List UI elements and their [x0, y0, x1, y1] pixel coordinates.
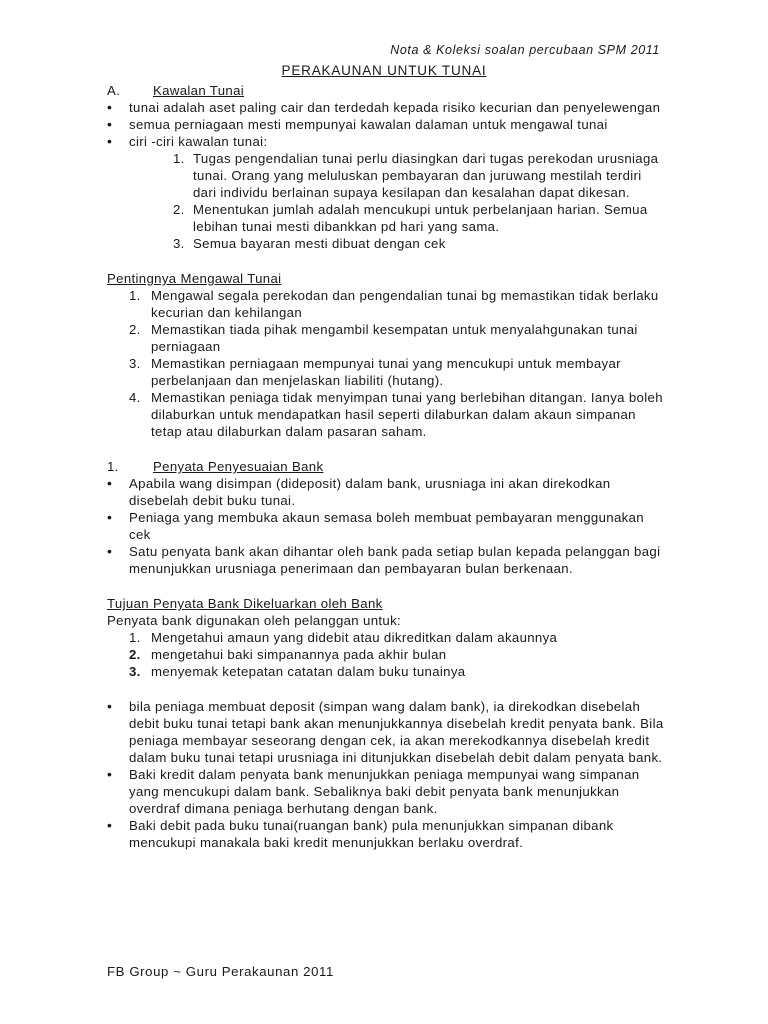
section-pentingnya-heading: Pentingnya Mengawal Tunai — [107, 271, 282, 286]
list-marker: 2. — [129, 322, 141, 337]
spacer — [107, 440, 667, 458]
list-item — [173, 201, 667, 235]
list-item-text: Tugas pengendalian tunai perlu diasingkan dari tugas perekodan urusniaga tunai. Orang yang meluluskan pembayaran dan juruwang mestilah terdiri dari individu berlainan supaya kesilapan dan kesalahan dapat dikesan. — [193, 151, 659, 200]
list-item-text: Mengetahui amaun yang didebit atau dikreditkan dalam akaunnya — [151, 630, 558, 645]
list-item: • semua perniagaan mesti mempunyai kawalan dalaman untuk mengawal tunai — [107, 116, 667, 133]
list-marker: 1. — [129, 630, 141, 645]
list-item: • Apabila wang disimpan (dideposit) dalam bank, urusniaga ini akan direkodkan disebelah debit buku tunai. — [107, 475, 667, 509]
section-1-heading — [107, 458, 667, 475]
list-marker: 2. — [129, 647, 141, 662]
section-1-bullets — [107, 475, 667, 577]
list-item-text: mengetahui baki simpanannya pada akhir bulan — [151, 647, 447, 662]
list-marker: 2. — [173, 202, 185, 217]
list-marker: 1. — [129, 288, 141, 303]
list-item — [129, 355, 667, 389]
list-marker: 4. — [129, 390, 141, 405]
header-note: Nota & Koleksi soalan percubaan SPM 2011 — [390, 43, 660, 57]
list-item — [129, 646, 667, 663]
list-item — [173, 150, 667, 201]
list-item — [129, 389, 667, 440]
page-footer: FB Group ~ Guru Perakaunan 2011 — [107, 964, 334, 979]
list-item — [129, 287, 667, 321]
section-a-title: Kawalan Tunai — [153, 83, 245, 98]
list-item: • Baki kredit dalam penyata bank menunjukkan peniaga mempunyai wang simpanan yang mencukupi dalam bank. Sebaliknya baki debit penyata bank menunjukkan overdraf dimana peniaga berhutang dengan bank. — [107, 766, 667, 817]
list-item — [107, 133, 667, 252]
spacer — [107, 577, 667, 595]
list-marker: 1. — [173, 151, 185, 166]
spacer — [107, 252, 667, 270]
list-marker: 3. — [129, 664, 141, 679]
list-item-text: ciri -ciri kawalan tunai: — [129, 134, 268, 149]
list-item — [129, 663, 667, 680]
section-a-number: A. — [107, 83, 121, 98]
list-marker: 3. — [129, 356, 141, 371]
section-a-sub-list — [129, 150, 667, 252]
document-title: PERAKAUNAN UNTUK TUNAI — [281, 63, 487, 78]
section-tujuan-list — [107, 629, 667, 680]
list-item-text: Semua bayaran mesti dibuat dengan cek — [193, 236, 446, 251]
list-marker: 3. — [173, 236, 185, 251]
list-item-text: Mengawal segala perekodan dan pengendalian tunai bg memastikan tidak berlaku kecurian dan kehilangan — [151, 288, 659, 320]
section-a-heading — [107, 82, 667, 99]
list-item: • Peniaga yang membuka akaun semasa boleh membuat pembayaran menggunakan cek — [107, 509, 667, 543]
list-item — [129, 629, 667, 646]
list-item-text: Memastikan peniaga tidak menyimpan tunai yang berlebihan ditangan. Ianya boleh dilaburkan untuk mendapatkan hasil seperti dilaburkan dalam akaun simpanan tetap atau dilaburkan dalam pasaran saham. — [151, 390, 663, 439]
list-item: • bila peniaga membuat deposit (simpan wang dalam bank), ia direkodkan disebelah debit buku tunai tetapi bank akan menunjukkannya disebelah kredit penyata bank. Bila peniaga membayar seseorang dengan cek, ia akan merekodkannya disebelah kredit dalam buku tunai tetapi urusniaga ini ditunjukkan disebelah debit dalam penyata bank. — [107, 698, 667, 766]
section-a-bullets — [107, 99, 667, 252]
spacer — [107, 680, 667, 698]
section-1-title: Penyata Penyesuaian Bank — [153, 459, 324, 474]
list-item — [173, 235, 667, 252]
section-tujuan-heading: Tujuan Penyata Bank Dikeluarkan oleh Bank — [107, 596, 383, 611]
list-item: • tunai adalah aset paling cair dan terdedah kepada risiko kecurian dan penyelewengan — [107, 99, 667, 116]
list-item: • Satu penyata bank akan dihantar oleh bank pada setiap bulan kepada pelanggan bagi menunjukkan urusniaga penerimaan dan pembayaran bulan berkenaan. — [107, 543, 667, 577]
list-item — [129, 321, 667, 355]
section-tujuan-intro: Penyata bank digunakan oleh pelanggan untuk: — [107, 613, 402, 628]
section-tujuan-bullets — [107, 698, 667, 851]
section-1-number: 1. — [107, 459, 119, 474]
list-item-text: Memastikan perniagaan mempunyai tunai yang mencukupi untuk membayar perbelanjaan dan menjelaskan liabiliti (hutang). — [151, 356, 621, 388]
document-body — [107, 82, 667, 851]
section-pentingnya-list — [107, 287, 667, 440]
list-item-text: Menentukan jumlah adalah mencukupi untuk perbelanjaan harian. Semua lebihan tunai mesti dibankkan pd hari yang sama. — [193, 202, 648, 234]
list-item-text: menyemak ketepatan catatan dalam buku tunainya — [151, 664, 466, 679]
list-item: • Baki debit pada buku tunai(ruangan bank) pula menunjukkan simpanan dibank mencukupi manakala baki kredit menunjukkan berlaku overdraf. — [107, 817, 667, 851]
list-item-text: Memastikan tiada pihak mengambil kesempatan untuk menyalahgunakan tunai perniagaan — [151, 322, 638, 354]
